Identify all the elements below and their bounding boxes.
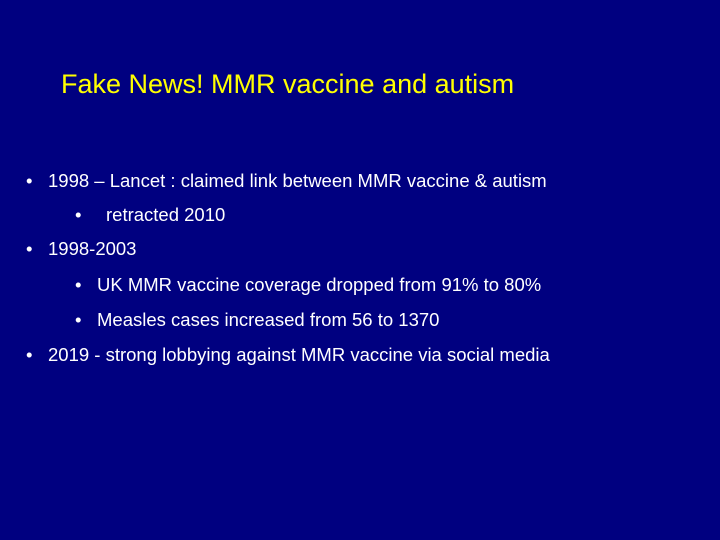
bullet-text: UK MMR vaccine coverage dropped from 91% to 80%	[97, 274, 542, 295]
sub-bullet-item	[75, 273, 541, 297]
slide-title: Fake News! MMR vaccine and autism	[61, 69, 515, 99]
bullet-item	[26, 343, 550, 367]
bullet-marker: •	[26, 238, 33, 259]
sub-bullet-item	[75, 203, 225, 227]
bullet-item	[26, 169, 547, 193]
bullet-text: Measles cases increased from 56 to 1370	[97, 309, 440, 330]
bullet-text: 1998-2003	[48, 238, 137, 259]
bullet-text: 1998 – Lancet : claimed link between MMR vaccine & autism	[48, 170, 547, 191]
bullet-text: 2019 - strong lobbying against MMR vaccine via social media	[48, 344, 550, 365]
bullet-marker: •	[26, 170, 33, 191]
bullet-marker: •	[26, 344, 33, 365]
bullet-marker: •	[75, 309, 82, 330]
bullet-text: retracted 2010	[106, 204, 226, 225]
bullet-item	[26, 237, 136, 261]
sub-bullet-item	[75, 308, 439, 332]
bullet-marker: •	[75, 274, 82, 295]
bullet-marker: •	[75, 204, 82, 225]
